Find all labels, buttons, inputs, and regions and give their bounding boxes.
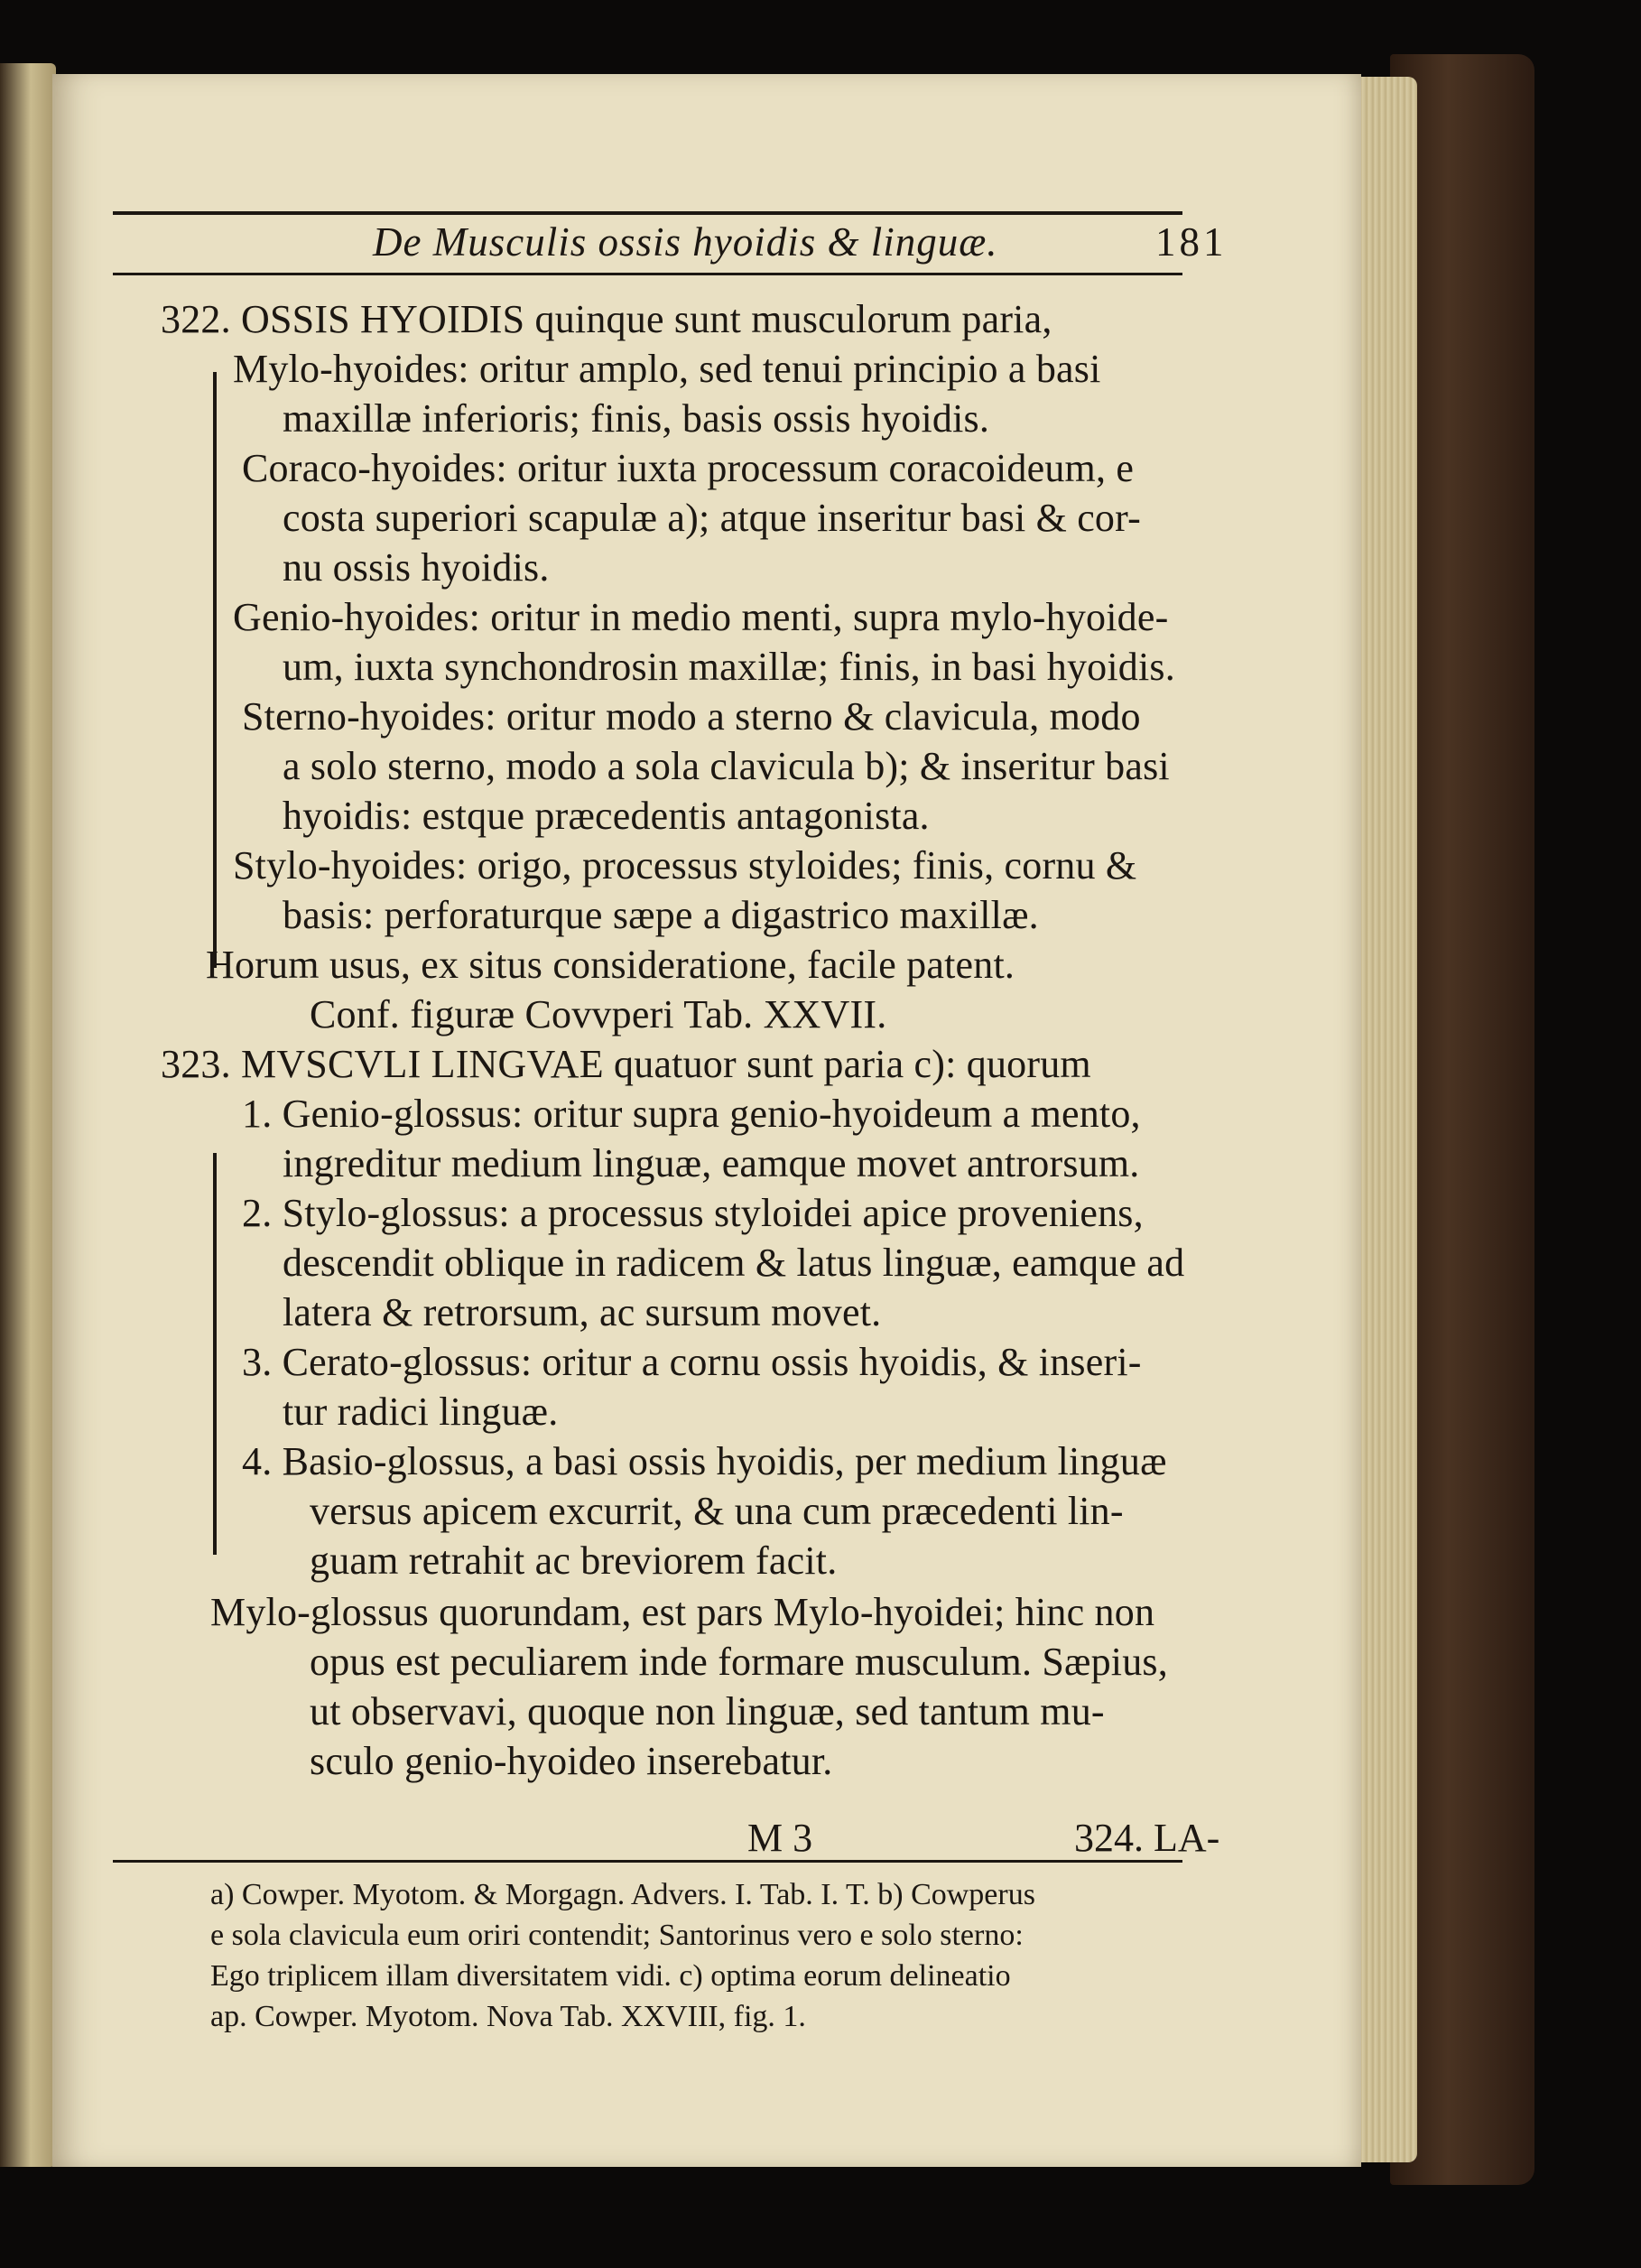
header-rule-top bbox=[113, 211, 1182, 215]
catchword: 324. LA- bbox=[1074, 1816, 1220, 1860]
body-line: Sterno-hyoides: oritur modo a sterno & clavicula, modo bbox=[242, 694, 1141, 739]
brace-mark-hyoid bbox=[213, 372, 217, 968]
body-line: 322. OSSIS HYOIDIS quinque sunt musculorum paria, bbox=[161, 297, 1052, 341]
facing-leaf-edge bbox=[0, 63, 56, 2167]
body-line: Genio-hyoides: oritur in medio menti, supra mylo-hyoide- bbox=[233, 595, 1169, 639]
body-line: costa superiori scapulæ a); atque inseritur basi & cor- bbox=[283, 496, 1141, 540]
body-line: Stylo-hyoides: origo, processus styloides; finis, cornu & bbox=[233, 843, 1137, 888]
footnote-line: a) Cowper. Myotom. & Morgagn. Advers. I. Tab. I. T. b) Cowperus bbox=[210, 1878, 1035, 1911]
body-line: Conf. figuræ Covvperi Tab. XXVII. bbox=[310, 992, 887, 1036]
body-line: um, iuxta synchondrosin maxillæ; finis, in basi hyoidis. bbox=[283, 645, 1175, 689]
body-line: ingreditur medium linguæ, eamque movet antrorsum. bbox=[283, 1141, 1140, 1185]
body-line: hyoidis: estque præcedentis antagonista. bbox=[283, 794, 930, 838]
body-line: ut observavi, quoque non linguæ, sed tantum mu- bbox=[310, 1689, 1105, 1734]
book-page bbox=[52, 74, 1361, 2167]
body-line: sculo genio-hyoideo inserebatur. bbox=[310, 1739, 833, 1783]
footnote-line: e sola clavicula eum oriri contendit; Santorinus vero e solo sterno: bbox=[210, 1919, 1024, 1952]
body-line: latera & retrorsum, ac sursum movet. bbox=[283, 1290, 882, 1334]
body-line: opus est peculiarem inde formare musculum. Sæpius, bbox=[310, 1640, 1168, 1684]
body-line: 3. Cerato-glossus: oritur a cornu ossis hyoidis, & inseri- bbox=[242, 1340, 1142, 1384]
body-line: basis: perforaturque sæpe a digastrico maxillæ. bbox=[283, 893, 1039, 937]
body-line: a solo sterno, modo a sola clavicula b); & inseritur basi bbox=[283, 744, 1170, 788]
body-line: Mylo-glossus quorundam, est pars Mylo-hyoidei; hinc non bbox=[210, 1590, 1155, 1634]
running-head: De Musculis ossis hyoidis & linguæ. bbox=[373, 219, 998, 265]
header-rule-bottom bbox=[113, 273, 1182, 275]
body-line: Mylo-hyoides: oritur amplo, sed tenui principio a basi bbox=[233, 347, 1101, 391]
footnote-line: ap. Cowper. Myotom. Nova Tab. XXVIII, fig. 1. bbox=[210, 2000, 806, 2033]
body-line: 323. MVSCVLI LINGVAE quatuor sunt paria c): quorum bbox=[161, 1042, 1091, 1086]
body-line: versus apicem excurrit, & una cum præcedenti lin- bbox=[310, 1489, 1124, 1533]
brace-mark-lingua bbox=[213, 1153, 217, 1555]
body-line: maxillæ inferioris; finis, basis ossis hyoidis. bbox=[283, 396, 990, 441]
page-number: 181 bbox=[1155, 219, 1228, 265]
body-line: 1. Genio-glossus: oritur supra genio-hyoideum a mento, bbox=[242, 1092, 1141, 1136]
footnote-line: Ego triplicem illam diversitatem vidi. c) optima eorum delineatio bbox=[210, 1959, 1011, 1993]
body-line: Horum usus, ex situs consideratione, facile patent. bbox=[206, 943, 1015, 987]
body-line: descendit oblique in radicem & latus linguæ, eamque ad bbox=[283, 1241, 1185, 1285]
body-line: tur radici linguæ. bbox=[283, 1390, 559, 1434]
body-line: guam retrahit ac breviorem facit. bbox=[310, 1538, 838, 1583]
body-line: 2. Stylo-glossus: a processus styloidei apice proveniens, bbox=[242, 1191, 1144, 1235]
body-line: 4. Basio-glossus, a basi ossis hyoidis, per medium linguæ bbox=[242, 1439, 1167, 1483]
footnote-rule bbox=[113, 1860, 1182, 1863]
body-line: nu ossis hyoidis. bbox=[283, 545, 550, 590]
body-line: Coraco-hyoides: oritur iuxta processum coracoideum, e bbox=[242, 446, 1135, 490]
signature-mark: M 3 bbox=[747, 1816, 813, 1860]
